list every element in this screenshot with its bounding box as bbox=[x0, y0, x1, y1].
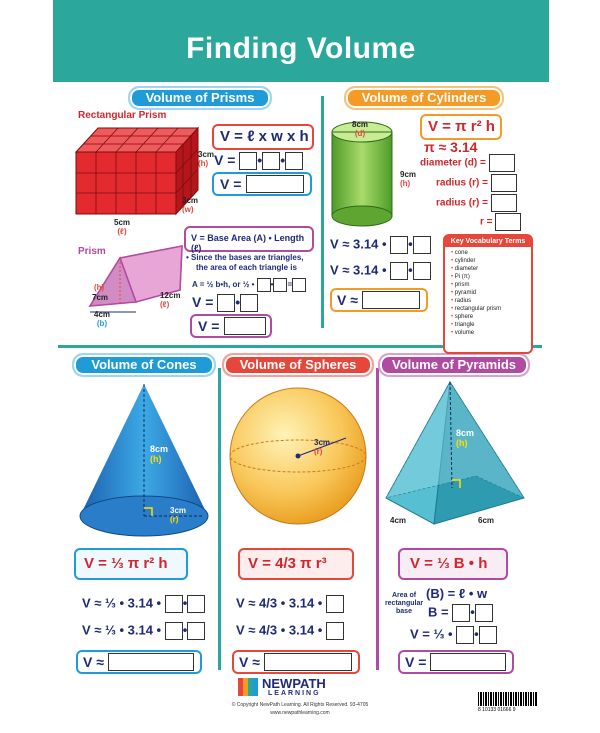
sphere-formula: V = 4/3 π r³ bbox=[248, 555, 327, 572]
rect-prism-formula-box bbox=[212, 124, 314, 150]
section-title-pyramids: Volume of Pyramids bbox=[378, 353, 530, 377]
cone-answer-box: V ≈ bbox=[76, 650, 202, 674]
vocab-term: • cone bbox=[451, 249, 531, 257]
cylinder-answer-box: V ≈ bbox=[330, 288, 428, 312]
cylinder-formula: V = π r² h bbox=[428, 118, 495, 135]
cone-step-1: V ≈ ⅓ • 3.14 • • bbox=[82, 595, 205, 613]
section-title-spheres: Volume of Spheres bbox=[222, 353, 374, 377]
blank-box[interactable] bbox=[452, 604, 470, 622]
vocab-term: • triangle bbox=[451, 321, 531, 329]
cylinder-height-label: 9cm (h) bbox=[400, 170, 417, 188]
blank-box[interactable] bbox=[495, 213, 521, 231]
rect-volume-row: V = • • bbox=[214, 152, 303, 170]
blank-box[interactable] bbox=[257, 278, 271, 292]
blank-box[interactable] bbox=[217, 294, 235, 312]
prism-volume-row: V = • bbox=[192, 294, 258, 312]
copyright-text: © Copyright NewPath Learning. All Rights Reserved. 93-4705 bbox=[231, 702, 369, 708]
section-title-prisms: Volume of Prisms bbox=[128, 86, 272, 110]
cylinder-r-row: r = bbox=[480, 213, 521, 231]
tri-height-label: (h) bbox=[94, 283, 105, 292]
title-banner bbox=[53, 0, 549, 82]
answer-input[interactable] bbox=[246, 175, 304, 193]
blank-box[interactable] bbox=[187, 595, 205, 613]
vocab-term: • Pi (π) bbox=[451, 273, 531, 281]
vocab-term: • pyramid bbox=[451, 289, 531, 297]
answer-input[interactable] bbox=[430, 653, 506, 671]
pi-value: π ≈ 3.14 bbox=[424, 139, 478, 155]
sphere-step-1: V ≈ 4/3 • 3.14 • bbox=[236, 595, 344, 613]
blank-box[interactable] bbox=[273, 278, 287, 292]
answer-input[interactable] bbox=[108, 653, 194, 671]
blank-box[interactable] bbox=[165, 622, 183, 640]
prism-label: Prism bbox=[78, 246, 106, 257]
sphere-formula-box bbox=[238, 548, 354, 580]
prism-base-formula-box bbox=[184, 226, 314, 252]
cylinder-diameter-label: 8cm (d) bbox=[352, 120, 369, 138]
pyramid-height-label: 8cm (h) bbox=[456, 428, 475, 448]
rect-prism-formula: V = ℓ x w x h bbox=[220, 128, 309, 145]
prism-base-formula: V = Base Area (A) • Length (ℓ) bbox=[191, 233, 305, 253]
rect-prism-label: Rectangular Prism bbox=[78, 110, 167, 121]
prism-note-2: the area of each triangle is bbox=[196, 263, 297, 272]
vocab-term: • cylinder bbox=[451, 257, 531, 265]
triangle-area-row: A = ½ b•h, or ½ • • = bbox=[192, 278, 306, 292]
vertical-divider-right bbox=[376, 368, 379, 670]
blank-box[interactable] bbox=[326, 622, 344, 640]
blank-box[interactable] bbox=[165, 595, 183, 613]
cone-height-label: 8cm (h) bbox=[150, 444, 169, 464]
cylinder-step-1: V ≈ 3.14 • • bbox=[330, 236, 431, 254]
blank-box[interactable] bbox=[390, 236, 408, 254]
cone-formula-box bbox=[74, 548, 188, 580]
page-title: Finding Volume bbox=[186, 32, 416, 65]
logo-mark bbox=[238, 678, 258, 696]
cylinder-radius-row-1: radius (r) = bbox=[436, 174, 517, 192]
blank-box[interactable] bbox=[491, 194, 517, 212]
rect-height-label: 3cm (h) bbox=[198, 150, 215, 168]
cone-step-2: V ≈ ⅓ • 3.14 • • bbox=[82, 622, 205, 640]
pyramid-step: V = ⅓ • • bbox=[410, 626, 497, 644]
vocabulary-list bbox=[445, 249, 531, 337]
cylinder-formula-box bbox=[420, 114, 502, 140]
vertical-divider-top bbox=[321, 96, 324, 328]
sphere-answer-box: V ≈ bbox=[232, 650, 360, 674]
vocab-term: • rectangular prism bbox=[451, 305, 531, 313]
barcode bbox=[478, 692, 538, 706]
tri-length-label: 12cm (ℓ) bbox=[160, 291, 181, 309]
vocab-term: • sphere bbox=[451, 313, 531, 321]
blank-box[interactable] bbox=[489, 154, 515, 172]
tri-base-label: 4cm (b) bbox=[94, 310, 111, 328]
website-url: www.newpathlearning.com bbox=[270, 710, 330, 716]
sphere-radius-label: 3cm (r) bbox=[314, 438, 331, 456]
vocabulary-box bbox=[443, 234, 533, 354]
blank-box[interactable] bbox=[239, 152, 257, 170]
sphere-figure bbox=[226, 384, 372, 530]
pyramid-formula: V = ⅓ B • h bbox=[410, 555, 488, 572]
section-title-cylinders: Volume of Cylinders bbox=[344, 86, 504, 110]
blank-box[interactable] bbox=[479, 626, 497, 644]
pyramid-area-formula: (B) = ℓ • w bbox=[426, 586, 488, 601]
cone-formula: V = ⅓ π r² h bbox=[84, 555, 168, 572]
cone-figure bbox=[78, 380, 214, 540]
blank-box[interactable] bbox=[475, 604, 493, 622]
brand-logo bbox=[238, 676, 358, 698]
barcode-number: 8 10133 01666 9 bbox=[478, 707, 516, 713]
tri-top-label: 7cm bbox=[92, 293, 109, 302]
prism-volume-answer-box: V = bbox=[190, 314, 272, 338]
vocab-term: • prism bbox=[451, 281, 531, 289]
cylinder-diameter-row: diameter (d) = bbox=[420, 154, 515, 172]
pyramid-base-a-label: 4cm bbox=[390, 516, 407, 525]
blank-box[interactable] bbox=[413, 262, 431, 280]
pyramid-b-row: B = • bbox=[428, 604, 493, 622]
blank-box[interactable] bbox=[390, 262, 408, 280]
vocabulary-heading: Key Vocabulary Terms bbox=[445, 236, 531, 247]
vocab-term: • volume bbox=[451, 329, 531, 337]
blank-box[interactable] bbox=[262, 152, 280, 170]
vocab-term: • radius bbox=[451, 297, 531, 305]
blank-box[interactable] bbox=[491, 174, 517, 192]
brand-name-top: NEWPATH bbox=[262, 676, 326, 691]
sphere-step-2: V ≈ 4/3 • 3.14 • bbox=[236, 622, 344, 640]
cylinder-radius-row-2: radius (r) = bbox=[436, 194, 517, 212]
blank-box[interactable] bbox=[292, 278, 306, 292]
pyramid-figure bbox=[380, 378, 530, 528]
blank-box[interactable] bbox=[326, 595, 344, 613]
cylinder-step-2: V ≈ 3.14 • • bbox=[330, 262, 431, 280]
pyramid-base-b-label: 6cm bbox=[478, 516, 495, 525]
rect-prism-figure bbox=[72, 122, 200, 220]
answer-input[interactable] bbox=[264, 653, 352, 671]
brand-name-bottom: LEARNING bbox=[268, 690, 321, 697]
rect-width-label: 3cm (w) bbox=[182, 196, 199, 214]
pyramid-formula-box bbox=[398, 548, 508, 580]
rect-length-label: 5cm (ℓ) bbox=[114, 218, 131, 236]
answer-input[interactable] bbox=[224, 317, 266, 335]
rect-volume-answer-box: V = bbox=[212, 172, 312, 196]
vertical-divider-left bbox=[218, 368, 221, 670]
pyramid-answer-box: V = bbox=[398, 650, 514, 674]
blank-box[interactable] bbox=[285, 152, 303, 170]
answer-input[interactable] bbox=[362, 291, 420, 309]
blank-box[interactable] bbox=[240, 294, 258, 312]
prism-note-1: • Since the bases are triangles, bbox=[186, 253, 304, 262]
pyramid-area-label: Area of rectangular base bbox=[384, 592, 424, 615]
blank-box[interactable] bbox=[456, 626, 474, 644]
section-title-cones: Volume of Cones bbox=[72, 353, 216, 377]
cone-radius-label: 3cm (r) bbox=[170, 506, 187, 524]
blank-box[interactable] bbox=[187, 622, 205, 640]
blank-box[interactable] bbox=[413, 236, 431, 254]
vocab-term: • diameter bbox=[451, 265, 531, 273]
